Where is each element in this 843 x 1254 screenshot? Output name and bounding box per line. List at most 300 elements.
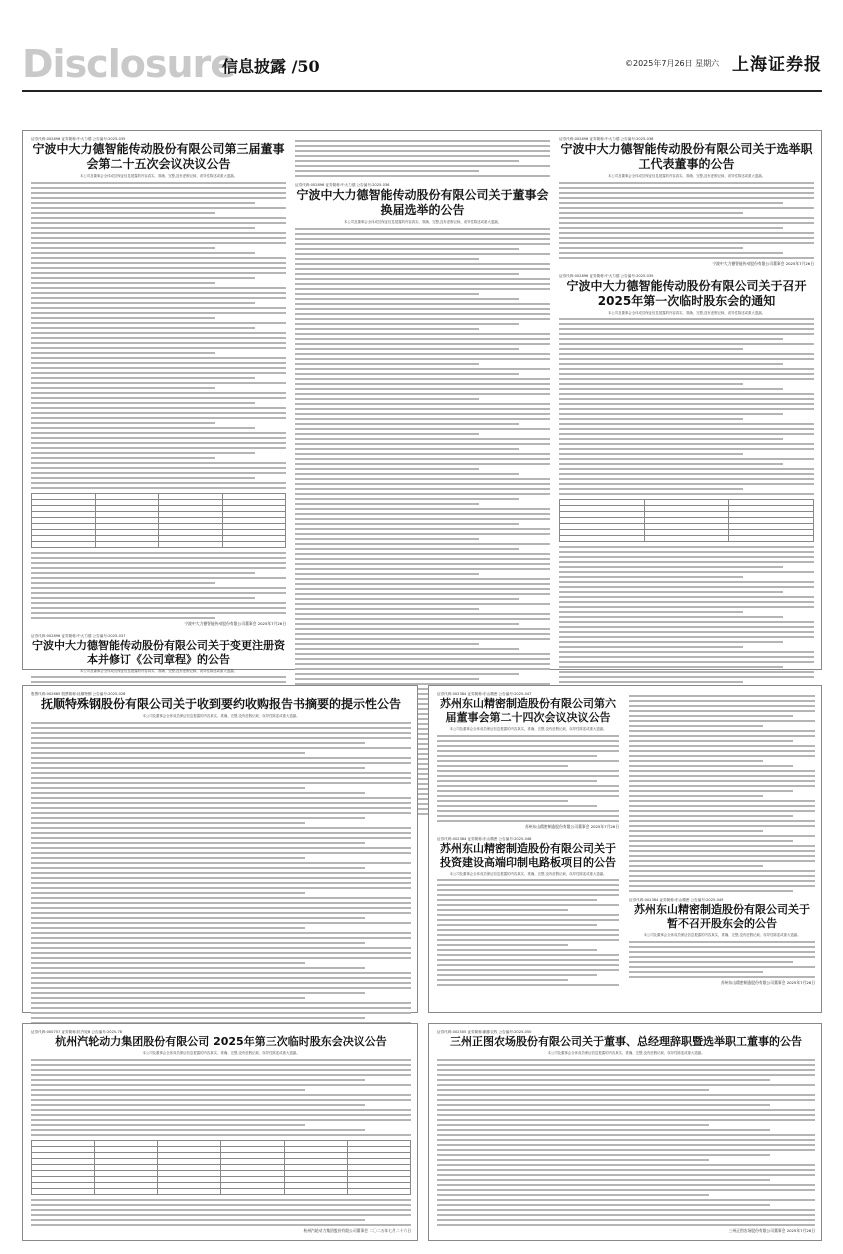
text-line — [295, 353, 550, 355]
notice-title: 抚顺特殊钢股份有限公司关于收到要约收购报告书摘要的提示性公告 — [40, 697, 401, 711]
text-line — [295, 278, 550, 280]
text-line — [295, 663, 550, 665]
text-line — [295, 628, 550, 630]
resignation-column — [437, 1030, 815, 1234]
text-line — [559, 373, 814, 375]
text-line — [295, 150, 550, 152]
text-line — [559, 358, 814, 360]
text-line — [31, 487, 286, 489]
text-line — [31, 1134, 411, 1136]
text-line — [559, 641, 783, 643]
text-line — [559, 546, 814, 548]
text-line — [559, 571, 814, 573]
section-title-en: Disclosure — [22, 42, 236, 86]
text-line — [295, 508, 550, 510]
top-announcement-panel — [22, 130, 822, 673]
text-line — [437, 1124, 709, 1126]
table-cell — [729, 536, 814, 542]
text-line — [31, 407, 286, 409]
text-line — [31, 267, 286, 269]
notice-declaration: 本公司及董事会全体成员保证信息披露的内容真实、准确、完整,没有虚假记载、误导性陈述或重大遗漏。 — [343, 220, 502, 224]
text-line — [559, 378, 814, 380]
text-line — [31, 312, 286, 314]
text-line — [559, 403, 814, 405]
text-line — [629, 820, 815, 822]
text-line — [559, 636, 814, 638]
text-line — [437, 1114, 815, 1116]
text-line — [295, 253, 550, 255]
text-line — [559, 616, 783, 618]
notice-declaration: 本公司及董事会全体成员保证信息披露的内容真实、准确、完整,没有虚假记载、误导性陈述或重大遗漏。 — [449, 871, 607, 876]
text-line — [559, 383, 743, 385]
text-line — [31, 737, 411, 739]
text-line — [31, 772, 411, 774]
text-line — [31, 927, 305, 929]
text-line — [31, 897, 411, 899]
text-line — [31, 917, 365, 919]
text-line — [295, 175, 550, 177]
text-line — [437, 919, 619, 921]
text-line — [437, 944, 568, 946]
text-line — [31, 242, 286, 244]
text-line — [437, 929, 619, 931]
text-line — [559, 576, 743, 578]
text-line — [437, 899, 597, 901]
text-line — [437, 1194, 709, 1196]
text-line — [629, 845, 815, 847]
text-line — [295, 145, 550, 147]
text-line — [559, 398, 814, 400]
text-line — [629, 700, 815, 702]
text-line — [31, 787, 305, 789]
text-line — [31, 297, 286, 299]
text-line — [31, 557, 286, 559]
text-line — [31, 752, 305, 754]
table-cell — [347, 1188, 410, 1194]
text-line — [629, 870, 815, 872]
text-line — [295, 573, 479, 575]
text-line — [559, 681, 743, 683]
text-line — [559, 606, 814, 608]
notice-title: 宁波中大力德智能传动股份有限公司第三届董事会第二十五次会议决议公告 — [32, 142, 285, 171]
text-line — [437, 765, 568, 767]
text-line — [629, 951, 815, 953]
text-line — [437, 1169, 815, 1171]
notice-meta: 证券代码:002896 证券简称:中大力德 公告编号:2025-038 — [559, 137, 654, 141]
text-line — [629, 880, 815, 882]
text-line — [31, 1094, 411, 1096]
notice-declaration: 本公司及董事会全体成员保证信息披露的内容真实、准确、完整,没有虚假记载、误导性陈述或重大遗漏。 — [142, 714, 300, 718]
text-line — [31, 617, 215, 619]
text-line — [295, 623, 519, 625]
notice-title: 杭州汽轮动力集团股份有限公司 2025年第三次临时股东会决议公告 — [55, 1035, 387, 1048]
top-column-left — [31, 137, 286, 673]
text-line — [295, 613, 550, 615]
notice-shareholder-meeting — [559, 274, 814, 744]
text-line — [31, 762, 411, 764]
text-line — [629, 850, 815, 852]
header-rule — [22, 90, 822, 92]
text-line — [295, 228, 550, 230]
text-line — [31, 482, 286, 484]
text-line — [31, 982, 411, 984]
notice-signature: 三州正图农场股份有限公司董事会 2025年7月26日 — [728, 1227, 815, 1233]
text-line — [629, 976, 815, 978]
text-line — [295, 538, 479, 540]
text-line — [31, 867, 365, 869]
text-line — [31, 967, 365, 969]
text-line — [295, 238, 550, 240]
text-line — [31, 1017, 365, 1019]
text-line — [31, 676, 286, 678]
fushun-steel-panel — [22, 685, 418, 1013]
text-line — [31, 352, 215, 354]
text-line — [31, 432, 286, 434]
text-line — [295, 548, 519, 550]
text-line — [559, 413, 783, 415]
text-line — [629, 765, 793, 767]
text-line — [559, 348, 743, 350]
text-line — [295, 423, 519, 425]
text-line — [31, 877, 411, 879]
text-line — [437, 1134, 815, 1136]
text-line — [31, 822, 305, 824]
text-line — [559, 202, 783, 204]
text-line — [559, 182, 814, 184]
text-line — [31, 992, 365, 994]
text-line — [295, 593, 550, 595]
text-line — [559, 478, 814, 480]
text-line — [559, 353, 814, 355]
notice-signature: 苏州东山精密制造股份有限公司董事会 2025年7月26日 — [720, 979, 815, 985]
text-line — [559, 483, 814, 485]
text-line — [437, 1214, 815, 1216]
text-line — [295, 478, 550, 480]
notice-signature: 宁波中大力德智能传动股份有限公司董事会 2025年7月26日 — [712, 260, 814, 266]
table-cell — [32, 541, 96, 547]
notice-dongshan-no-meeting — [629, 898, 815, 985]
text-line — [31, 1089, 305, 1091]
proposal-table — [559, 499, 814, 542]
text-line — [31, 977, 411, 979]
text-line — [295, 348, 519, 350]
text-line — [31, 1124, 305, 1126]
text-line — [31, 252, 255, 254]
notice-title: 三州正图农场股份有限公司关于董事、总经理辞职暨选举职工董事的公告 — [450, 1035, 802, 1048]
text-line — [31, 862, 411, 864]
text-line — [437, 1094, 815, 1096]
text-line — [31, 277, 255, 279]
text-line — [437, 1099, 815, 1101]
text-line — [437, 894, 619, 896]
text-line — [437, 1089, 709, 1091]
notice-title: 宁波中大力德智能传动股份有限公司关于召开2025年第一次临时股东会的通知 — [566, 278, 807, 308]
text-line — [295, 333, 550, 335]
text-line — [31, 882, 411, 884]
text-line — [295, 458, 550, 460]
text-line — [559, 561, 814, 563]
text-line — [295, 558, 550, 560]
text-line — [295, 473, 519, 475]
text-line — [295, 518, 550, 520]
text-line — [31, 442, 286, 444]
text-line — [31, 732, 411, 734]
text-line — [31, 477, 255, 479]
text-line — [31, 412, 286, 414]
text-line — [31, 582, 215, 584]
text-line — [31, 1129, 365, 1131]
text-line — [437, 1084, 815, 1086]
text-line — [31, 457, 215, 459]
text-line — [295, 233, 550, 235]
notice-body — [559, 182, 814, 259]
notice-body — [629, 941, 815, 978]
text-line — [559, 247, 743, 249]
text-line — [437, 735, 619, 737]
text-line — [31, 337, 286, 339]
text-line — [31, 842, 365, 844]
text-line — [629, 735, 815, 737]
text-line — [437, 750, 619, 752]
text-line — [31, 777, 411, 779]
text-line — [295, 513, 550, 515]
text-line — [295, 363, 479, 365]
text-line — [31, 987, 411, 989]
text-line — [437, 924, 597, 926]
text-line — [31, 232, 286, 234]
text-line — [437, 780, 597, 782]
text-line — [559, 187, 814, 189]
text-line — [559, 433, 814, 435]
text-line — [559, 197, 814, 199]
text-line — [437, 1179, 770, 1181]
text-line — [437, 884, 619, 886]
masthead — [22, 44, 822, 88]
text-line — [437, 1174, 815, 1176]
text-line — [437, 1224, 815, 1226]
text-line — [31, 287, 286, 289]
text-line — [559, 257, 814, 259]
text-line — [437, 964, 619, 966]
text-line — [295, 583, 550, 585]
text-line — [295, 448, 519, 450]
text-line — [629, 855, 815, 857]
text-line — [559, 368, 814, 370]
text-line — [31, 957, 411, 959]
text-line — [629, 835, 815, 837]
text-line — [559, 227, 783, 229]
director-resignation-panel — [428, 1023, 822, 1241]
text-line — [295, 160, 519, 162]
text-line — [295, 658, 550, 660]
table-cell — [95, 541, 159, 547]
notice-signature: 杭州汽轮动力集团股份有限公司董事会 二〇二五年七月二十六日 — [303, 1227, 411, 1233]
text-line — [629, 705, 815, 707]
table-row — [32, 541, 286, 547]
text-line — [629, 780, 815, 782]
text-line — [31, 327, 255, 329]
text-line — [31, 382, 286, 384]
text-line — [559, 671, 814, 673]
text-line — [295, 463, 550, 465]
text-line — [295, 293, 479, 295]
text-line — [437, 1184, 815, 1186]
text-line — [629, 770, 815, 772]
text-line — [31, 282, 215, 284]
text-line — [295, 603, 550, 605]
text-line — [31, 722, 411, 724]
text-line — [559, 458, 814, 460]
notice-meta: 证券代码:002896 证券简称:中大力德 公告编号:2025-037 — [31, 633, 126, 638]
notice-meta: 证券代码:002384 证券简称:东山精密 公告编号:2025-048 — [437, 836, 532, 841]
text-line — [295, 493, 550, 495]
text-line — [295, 618, 550, 620]
text-line — [295, 433, 479, 435]
fushun-column — [31, 692, 411, 1006]
notice-meta: 证券代码:002384 证券简称:东山精密 公告编号:2025-049 — [629, 898, 724, 902]
text-line — [31, 832, 411, 834]
text-line — [31, 742, 365, 744]
text-line — [295, 358, 550, 360]
notice-declaration: 本公司及董事会全体成员保证信息披露的内容真实、准确、完整,没有虚假记载、误导性陈述或重大遗漏。 — [79, 174, 238, 178]
text-line — [559, 566, 783, 568]
text-line — [31, 847, 411, 849]
text-line — [31, 607, 286, 609]
text-line — [437, 1219, 815, 1221]
text-line — [559, 621, 814, 623]
text-line — [295, 648, 519, 650]
text-line — [629, 730, 815, 732]
text-line — [31, 1084, 411, 1086]
text-line — [559, 661, 814, 663]
dongshan-column-left — [437, 692, 619, 1006]
text-line — [31, 577, 286, 579]
text-line — [559, 656, 814, 658]
notice-signature: 苏州东山精密制造股份有限公司董事会 2025年7月26日 — [524, 823, 619, 829]
text-line — [31, 892, 305, 894]
text-line — [31, 852, 411, 854]
text-line — [437, 810, 619, 812]
text-line — [437, 1064, 815, 1066]
text-line — [31, 932, 411, 934]
text-line — [31, 857, 305, 859]
text-line — [31, 972, 411, 974]
text-line — [559, 626, 814, 628]
text-line — [31, 257, 286, 259]
text-line — [437, 760, 619, 762]
text-line — [295, 263, 550, 265]
notice-title: 宁波中大力德智能传动股份有限公司关于董事会换届选举的公告 — [296, 188, 549, 217]
text-line — [31, 447, 286, 449]
text-line — [559, 252, 783, 254]
text-line — [295, 318, 550, 320]
text-line — [31, 182, 286, 184]
text-line — [31, 307, 286, 309]
text-line — [31, 1119, 411, 1121]
text-line — [559, 237, 814, 239]
section-title-cn: 信息披露 /50 — [222, 57, 320, 76]
text-line — [629, 971, 763, 973]
text-line — [629, 825, 815, 827]
text-line — [295, 668, 550, 670]
text-line — [437, 1159, 709, 1161]
text-line — [31, 1204, 411, 1206]
text-line — [559, 222, 814, 224]
text-line — [295, 258, 479, 260]
notice-employee-director — [559, 137, 814, 266]
text-line — [31, 332, 286, 334]
text-line — [31, 907, 411, 909]
text-line — [559, 363, 783, 365]
text-line — [31, 797, 411, 799]
text-line — [559, 328, 814, 330]
text-line — [295, 543, 550, 545]
text-line — [31, 767, 365, 769]
text-line — [31, 1214, 411, 1216]
text-line — [437, 1164, 815, 1166]
text-line — [437, 1069, 815, 1071]
text-line — [437, 974, 597, 976]
text-line — [559, 488, 743, 490]
text-line — [295, 273, 519, 275]
text-line — [559, 556, 814, 558]
text-line — [295, 308, 550, 310]
text-line — [31, 222, 286, 224]
text-line — [629, 840, 793, 842]
text-line — [31, 567, 286, 569]
notice-title: 苏州东山精密制造股份有限公司关于投资建设高端印制电路板项目的公告 — [440, 841, 616, 869]
text-line — [295, 298, 519, 300]
text-line — [559, 601, 814, 603]
text-line — [437, 889, 619, 891]
text-line — [559, 551, 814, 553]
text-line — [31, 1064, 411, 1066]
text-line — [295, 498, 519, 500]
text-line — [559, 388, 783, 390]
text-line — [31, 812, 411, 814]
text-line — [629, 715, 793, 717]
text-line — [437, 984, 619, 986]
text-line — [629, 800, 815, 802]
text-line — [559, 323, 814, 325]
table-row — [560, 536, 814, 542]
notice-body — [31, 182, 286, 489]
text-line — [31, 452, 255, 454]
text-line — [437, 1154, 770, 1156]
table-cell — [221, 1188, 284, 1194]
text-line — [295, 523, 519, 525]
text-line — [31, 357, 286, 359]
text-line — [559, 611, 743, 613]
text-line — [31, 202, 255, 204]
text-line — [559, 343, 814, 345]
text-line — [31, 1074, 411, 1076]
text-line — [629, 830, 763, 832]
newspaper-name: 上海证券报 — [732, 55, 822, 75]
text-line — [437, 1079, 770, 1081]
text-line — [31, 817, 365, 819]
text-line — [629, 875, 815, 877]
text-line — [437, 914, 619, 916]
text-line — [559, 596, 814, 598]
table-cell — [644, 536, 729, 542]
text-line — [31, 1099, 411, 1101]
text-line — [295, 488, 550, 490]
text-line — [31, 347, 286, 349]
notice-signature: 宁波中大力德智能传动股份有限公司董事会 2025年7月26日 — [184, 620, 286, 626]
text-line — [295, 393, 550, 395]
text-line — [31, 727, 411, 729]
